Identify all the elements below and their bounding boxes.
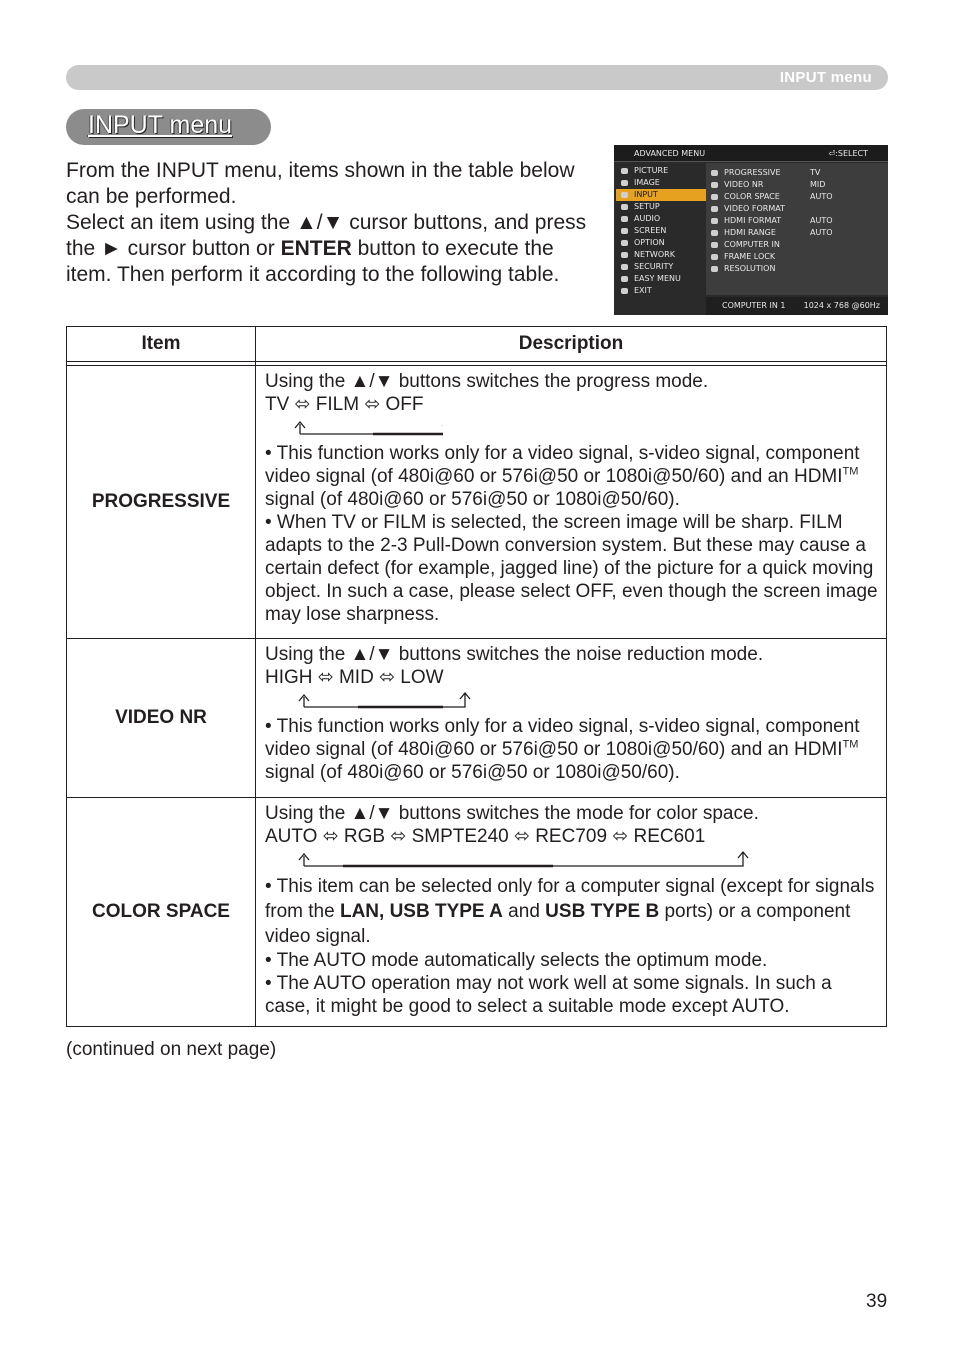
progressive-b1-a: • This function works only for a video signal, s-video signal, component video signal (of 480i@60 or 576i@50 or 1080i@50/60) and an HDMI <box>265 443 860 487</box>
cycle-loop-arrow <box>273 689 473 709</box>
osd-status-bar <box>706 297 888 315</box>
osd-sub-value: AUTO <box>810 228 833 237</box>
security-icon <box>621 264 628 270</box>
color-space-b1-bold-2: USB TYPE B <box>545 901 660 922</box>
osd-source: COMPUTER IN 1 <box>722 301 786 310</box>
cycle-loop-arrow <box>273 848 753 868</box>
color-space-b1-b: and <box>502 901 546 922</box>
color-space-b1-bold-1: LAN, USB TYPE A <box>339 901 503 922</box>
color-space-icon <box>711 194 718 200</box>
intro-line-2-b: button to execute the item. Then perform it according to the following table. <box>66 237 560 286</box>
desc-progressive <box>256 366 887 639</box>
osd-item-label: SCREEN <box>634 226 667 235</box>
osd-sub-label: HDMI RANGE <box>724 228 776 237</box>
osd-sub-video-nr <box>706 179 888 191</box>
intro-enter-bold: ENTER <box>280 237 352 260</box>
cycle-loop-arrow <box>273 416 443 436</box>
osd-select-hint: ⏎:SELECT <box>828 149 868 158</box>
color-space-lead: Using the ▲/▼ buttons switches the mode for color space. <box>265 803 759 824</box>
color-space-cycle: AUTO ⬄ RGB ⬄ SMPTE240 ⬄ REC709 ⬄ REC601 <box>265 826 706 847</box>
frame-lock-icon <box>711 254 718 260</box>
osd-sub-value: AUTO <box>810 216 833 225</box>
setup-icon <box>621 204 628 210</box>
intro-line-2-a: Select an item using the ▲/▼ cursor buttons, and press the ► cursor button or <box>66 211 587 260</box>
hdmi-range-icon <box>711 230 718 236</box>
osd-item-label: EASY MENU <box>634 274 681 283</box>
video-nr-bullet-1 <box>265 715 878 784</box>
progressive-lead: Using the ▲/▼ buttons switches the progress mode. <box>265 371 709 392</box>
osd-sub-label: RESOLUTION <box>724 264 776 273</box>
desc-color-space <box>256 798 887 1027</box>
video-nr-b1-b: signal (of 480i@60 or 576i@50 or 1080i@50/60). <box>265 762 680 783</box>
osd-item-image <box>616 177 708 189</box>
osd-sub-label: VIDEO FORMAT <box>724 204 785 213</box>
trademark-mark: TM <box>842 738 859 751</box>
osd-right-panel <box>706 163 888 295</box>
osd-sub-value: TV <box>810 168 821 177</box>
computer-in-icon <box>711 242 718 248</box>
progressive-bullet-2: • When TV or FILM is selected, the screen image will be sharp. FILM adapts to the 2-3 Pull-Down conversion system. But these may cause a certain defect (for example, jagged line) of the picture for a quick moving object. In such a case, please select OFF, even though the screen image may lose sharpness. <box>265 512 878 625</box>
progressive-b1-b: signal (of 480i@60 or 576i@50 or 1080i@50/60). <box>265 489 680 510</box>
audio-icon <box>621 216 628 222</box>
osd-item-audio <box>616 213 708 225</box>
intro-line-2 <box>66 210 596 288</box>
picture-icon <box>621 168 628 174</box>
table-header-row <box>67 327 887 362</box>
osd-item-label: OPTION <box>634 238 665 247</box>
table-row-color-space <box>67 798 887 1027</box>
network-icon <box>621 252 628 258</box>
resolution-icon <box>711 266 718 272</box>
osd-top-bar <box>614 145 888 162</box>
table-row-progressive <box>67 366 887 639</box>
osd-item-input <box>616 189 708 201</box>
osd-item-exit <box>616 285 708 297</box>
osd-sub-resolution <box>706 263 888 275</box>
page-number: 39 <box>866 1291 888 1312</box>
video-nr-b1-a: • This function works only for a video signal, s-video signal, component video signal (of 480i@60 or 576i@50 or 1080i@50/60) and an HDMI <box>265 716 860 760</box>
color-space-b1-a: • This item can be selected only for a computer signal (except for signals from the <box>265 876 875 922</box>
progressive-bullet-1 <box>265 442 878 511</box>
intro-text <box>66 158 596 288</box>
osd-sub-value: AUTO <box>810 192 833 201</box>
osd-sub-value: MID <box>810 180 826 189</box>
color-space-b1-c: ports) or a component video signal. <box>265 901 851 947</box>
color-space-bullet-1 <box>265 874 878 949</box>
hdmi-format-icon <box>711 218 718 224</box>
osd-sub-progressive <box>706 167 888 179</box>
input-icon <box>621 192 628 198</box>
osd-item-easy-menu <box>616 273 708 285</box>
osd-item-picture <box>616 165 708 177</box>
item-video-nr: VIDEO NR <box>67 639 256 798</box>
osd-sub-hdmi-range <box>706 227 888 239</box>
osd-item-screen <box>616 225 708 237</box>
osd-item-label: PICTURE <box>634 166 669 175</box>
input-menu-table <box>66 326 887 1027</box>
trademark-mark: TM <box>842 465 859 478</box>
osd-item-label: IMAGE <box>634 178 660 187</box>
osd-sub-frame-lock <box>706 251 888 263</box>
osd-sub-computer-in <box>706 239 888 251</box>
title-pill <box>66 109 271 145</box>
osd-menu-screenshot <box>614 145 888 315</box>
osd-sub-label: COMPUTER IN <box>724 240 780 249</box>
video-format-icon <box>711 206 718 212</box>
header-description: Description <box>256 327 887 362</box>
progressive-icon <box>711 170 718 176</box>
osd-sub-label: VIDEO NR <box>724 180 764 189</box>
color-space-bullet-3: • The AUTO operation may not work well at some signals. In such a case, it might be good to select a suitable mode except AUTO. <box>265 973 832 1017</box>
osd-item-security <box>616 261 708 273</box>
section-label: INPUT menu <box>779 69 872 86</box>
intro-line-1: From the INPUT menu, items shown in the table below can be performed. <box>66 159 575 208</box>
desc-video-nr <box>256 639 887 798</box>
osd-item-option <box>616 237 708 249</box>
osd-item-label: EXIT <box>634 286 652 295</box>
osd-item-label: SECURITY <box>634 262 674 271</box>
osd-sub-color-space <box>706 191 888 203</box>
item-progressive: PROGRESSIVE <box>67 366 256 639</box>
osd-item-label: INPUT <box>634 190 658 199</box>
osd-sub-hdmi-format <box>706 215 888 227</box>
item-color-space: COLOR SPACE <box>67 798 256 1027</box>
table-row-video-nr <box>67 639 887 798</box>
progressive-cycle: TV ⬄ FILM ⬄ OFF <box>265 394 424 415</box>
screen-icon <box>621 228 628 234</box>
osd-left-menu <box>616 165 708 297</box>
osd-resolution: 1024 x 768 @60Hz <box>803 301 880 310</box>
option-icon <box>621 240 628 246</box>
video-nr-cycle: HIGH ⬄ MID ⬄ LOW <box>265 667 444 688</box>
osd-item-label: NETWORK <box>634 250 675 259</box>
osd-item-network <box>616 249 708 261</box>
easy-menu-icon <box>621 276 628 282</box>
osd-sub-video-format <box>706 203 888 215</box>
header-bar <box>66 65 888 90</box>
continued-note: (continued on next page) <box>66 1039 277 1060</box>
color-space-bullet-2: • The AUTO mode automatically selects the optimum mode. <box>265 950 768 971</box>
osd-item-label: SETUP <box>634 202 660 211</box>
page-title: INPUT menu <box>88 111 233 139</box>
image-icon <box>621 180 628 186</box>
osd-item-setup <box>616 201 708 213</box>
osd-sub-label: COLOR SPACE <box>724 192 780 201</box>
osd-sub-label: FRAME LOCK <box>724 252 776 261</box>
video-nr-icon <box>711 182 718 188</box>
header-item: Item <box>67 327 256 362</box>
osd-item-label: AUDIO <box>634 214 661 223</box>
osd-sub-label: PROGRESSIVE <box>724 168 781 177</box>
exit-icon <box>621 288 628 294</box>
osd-title: ADVANCED MENU <box>634 149 706 158</box>
video-nr-lead: Using the ▲/▼ buttons switches the noise reduction mode. <box>265 644 764 665</box>
osd-sub-label: HDMI FORMAT <box>724 216 782 225</box>
